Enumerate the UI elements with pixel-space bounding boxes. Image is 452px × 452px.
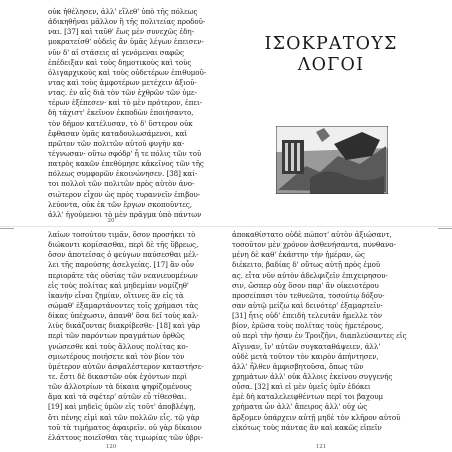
greek-body-text [48,230,220,443]
text-line: [31] ἧτις οὐδ' ἐπειδὴ τελευτᾶν ἤμελλε τὸν [232,311,383,321]
title-author: ΙΣΟΚΡΑΤΟΥΣ [264,34,398,54]
text-line: τὸν δῆμον κατέλυσαν, τὸ δ' ὕστερον οὐκ [48,118,193,128]
text-line: τε. ἔστι δὲ δικαστῶν οὐκ ἐχόντων περὶ [48,371,188,381]
text-line: ἐμὲ δὴ καταλελειφθέντων περί τοι βαχουμ [232,392,384,402]
text-line: νῦν δ' αἱ στάσεις αἱ γενόμεναι σαφῶς [48,47,184,57]
text-line: τοῦ τὰ τιμήματος ἀφαιρεῖν. οὐ γὰρ δίκαιον [48,422,202,432]
text-line: [19] καὶ μηδεὶς ὑμῶν εἰς τοῦτ' ἀποβλέψῃ, [48,402,196,412]
page-number: 20 [107,218,115,224]
text-line: ἄρξομεν ὑπάρχειν αὐτῇ μηδὲ τὸν κλῆρον αὐτοῦ [232,412,401,422]
text-line: ἀποκαθίστατο οὐδὲ πώποτ' αὐτὸν ἀξιώσαντ, [232,230,392,239]
text-line: χρημάτων ἀλλ' οὐκ ἄλλοις ἐκείνου συγγενής [232,371,393,381]
classical-engraving-illustration [276,126,388,194]
text-line: ὑμέτερον αὐτῶν ἀσφαλέστερον καταστήσε- [48,361,204,371]
right-text-page [226,226,452,452]
text-line: πατρὸς κακῶν ἐπεθύμησε κἀκεῖνος τῶν τῆς [48,159,204,169]
text-line: ἔφθασαν ὑμᾶς καταδουλωσάμενοι, καὶ [48,128,188,138]
text-line: ἐπέδειξαν καὶ τοὺς δημοτικοὺς καὶ τοὺς [48,57,192,67]
text-line: χρήματα ὧν ἀλλ' ἄπειρος ἀλλ' οὐχ ὡς [232,402,368,412]
text-line: δίκας ὑπέχωσιν, ἀπανθ' ὅσα δεῖ τοὺς καλ- [48,311,199,321]
page-number: 120 [105,444,117,450]
text-line: τοι πολλοὶ τῶν πολιτῶν πρὸς αὐτὸν ἀνο- [48,179,195,189]
text-line: ἀλλ' ἡγούμενοι τὸ μὲν πρᾶγμα ὑπὸ πάντων [48,209,202,219]
text-line: πόλεως συμφορῶν ἐκοινώνησεν. [38] καί- [48,169,198,179]
text-line: οὖσα. [32] καὶ εἰ μὲν ὑμεῖς ὑμῖν ἐδόκει [232,382,371,392]
bottom-spread [0,226,452,452]
text-line: οὐκ ἠθέλησεν, ἀλλ' εἴλεθ' ὑπὸ τῆς πόλεως [48,7,198,16]
greek-body-text [48,7,220,220]
text-line: προσείπασι τὸν τεθνεῶτα, τοσούτῳ δόξου- [232,290,385,300]
text-line: σμιωτέρους ποιήσετε καὶ τὸν βίον τὸν [48,351,185,361]
text-line: ἀδικηθῆναι μᾶλλον ἢ τῆς πολιτείας προδοῦ- [48,17,206,27]
text-line: ἐλάττους ποιεῖσθαι τὰς τιμωρίας τῶν ὑβρι- [48,432,203,442]
text-line: σώμαθ' ἐξαμαρτάνοντες τοῖς χρήμασι τὰς [48,300,199,310]
text-line: τῶν ἀλλοτρίων τὰ δίκαια ψηφίζομένους [48,382,192,392]
text-line: λαίων τοσούτου τιμᾶν, ὅσον προσήκει τὸ [48,230,196,239]
text-line: τέρων ἐξέπεσεν· καὶ τὸ μὲν πρότερον, ἐπει- [48,98,203,108]
text-line: ντας καὶ τοὺς ἀμφοτέρων μετέχειν ἀξιοῦ- [48,77,197,87]
text-line: διώκοντι κομίσασθαι, περὶ δὲ τῆς ὕβρεως, [48,240,199,250]
text-line: βίον, ἐρῶσα τοὺς πολίτας τοὺς ἡμετέρους, [232,321,384,331]
text-line: σαν αὐτῷ μείζω καὶ δεινότερ' ἐξαμαρτεῖν· [232,300,383,310]
text-line: διέκειτο, βαδίας δ' οὕτως αὐτῇ πρὸς ἐμοῦ [232,260,381,270]
text-line: μοκρατείσθ' οὐδεὶς ἂν ὑμᾶς λέγων ἐπεισεν- [48,37,204,47]
text-line: ναι. [37] καὶ ταῦθ' ἕως μὲν συνεχῶς ἐδη- [48,27,194,37]
text-line: τέγνωσαν· οὕτω σφόδρ' ἦ τε πόλις τῶν τοῦ [48,148,202,158]
left-text-page [0,0,226,226]
text-line: πρῶτον τῶν πολιτῶν αὐτοῦ φυγὴν κα- [48,138,185,148]
text-line: ὅσον ἀποτείσας ὁ φεύγων παύσεσθαι μέλ- [48,250,199,260]
greek-body-text [232,230,408,433]
text-line: γνώσεσθε καὶ τοὺς ἄλλους πολίτας κο- [48,341,188,351]
text-line: λει τῆς παρούσης ἀσελγείας. [17] ἂν οὖν [48,260,195,270]
text-line: εἰς τοὺς πολίτας καὶ μηδεμίαν νομίζηθ' [48,280,189,290]
page-number: 121 [315,444,327,450]
text-line: λεύοντα, οὐκ ἐκ τῶν ἔργων σκοποῦντες, [48,199,192,209]
text-line: Αἴγιναν, ἴν' αὐτῶν συγκαταθάψειεν, ἀλλ' [232,341,381,351]
text-line: ας. εἶτα νῦν αὐτὸν ἀδελφιζεῖν ἐπιχειρησου- [232,270,388,280]
text-line: εἰκότως τοὺς πάντας ἂν καὶ κακῶς εἰπεῖν [232,422,382,432]
text-line: λιὺς δικάζοντας διακρίβεσθε· [18] καὶ γὰρ [48,321,200,331]
text-line: ἀλλ' ἦλθεν ἀμφισβητοῦσα, ὅπως τῶν [232,361,364,371]
left-text-page [0,226,226,452]
text-line: ὀλιγαρχικοὺς καὶ τοὺς οὐδετέρων ἐπιθυμοῦ- [48,67,207,77]
text-line: σιώτερον εἶχον ὡς πρὸς τυραννεῖν ἐπιβου- [48,189,201,199]
text-line: ἅμα καὶ τὰ σφέτερ' αὐτῶν εὖ τίθεσθαι. [48,392,187,402]
text-line: περιορᾶτε τὰς οὐσίας τῶν νεανιευομένων [48,270,198,280]
title-work: ΛΟΓΟΙ [297,55,365,75]
text-line: ἱκανὴν εἶναι ζημίαν, οἵτινες ἂν εἰς τὰ [48,290,184,300]
book-title [258,34,404,76]
text-line: τοσοῦτον μὲν χρόνον ἀσθενήσαντα, πυνθανο- [232,240,396,250]
text-line: περὶ τῶν παρόντων πραγμάτων ὀρθῶς [48,331,185,341]
text-line: δὴ τάχιστ' ἐκεῖνον ἐκποδὼν ἐποιήσαντο, [48,108,194,118]
text-line: σιν, ὥσπερ οὐχ ὅσον παρ' ἂν οἰκειοτέρου [232,280,379,290]
text-line: οὐ περὶ τὴν ἡσαν ἐν Τροιζῆνι, διαπλεύσαντες εἰς [232,331,407,341]
text-line: οὐδὲ μετὰ τοῦτον τὸν καιρὸν ἀπήντησεν, [232,351,379,361]
text-line: ὅτι πένης εἰμὶ καὶ τῶν πολλῶν εἷς. τῷ γὰρ [48,412,200,422]
text-line: μένη δὲ καθ' ἑκάστην τὴν ἡμέραν, ὡς [232,250,365,260]
text-line: ντας. ἐν αἷς διὰ τὸν τῶν ἐχθρῶν τῶν ὑμε- [48,88,197,98]
